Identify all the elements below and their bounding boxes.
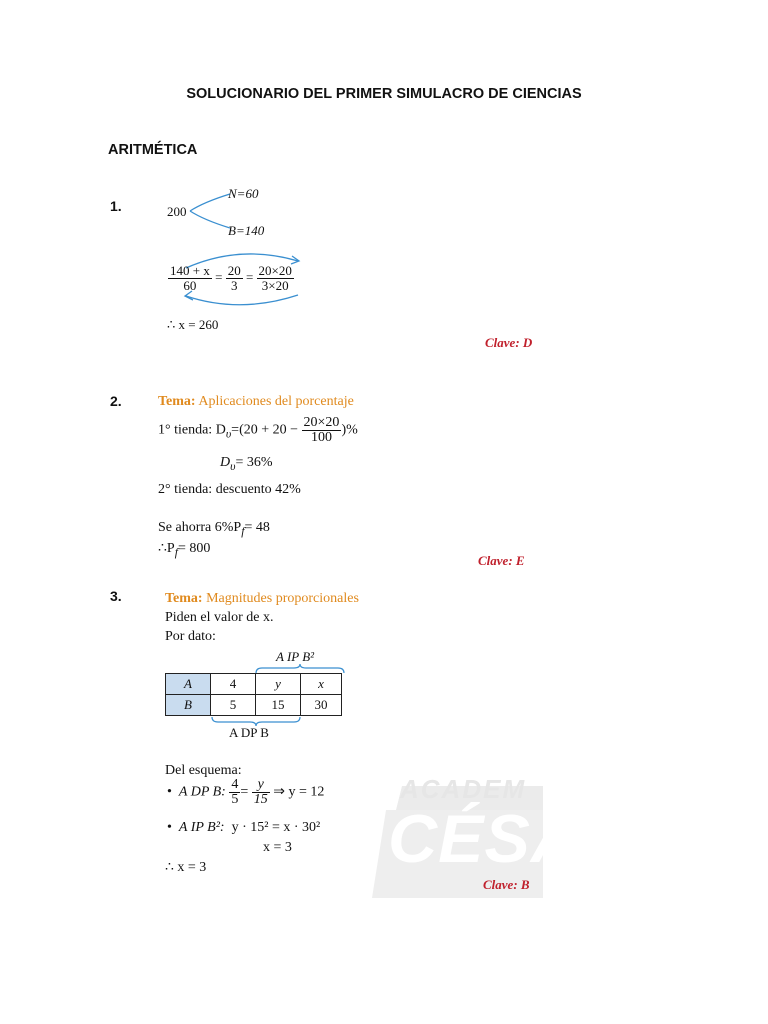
- fraction-3: $\frac{20\times 20}{3\times 20}$: [258, 263, 292, 293]
- proportion-table: [165, 673, 342, 716]
- topic-3: Tema: Magnitudes proporcionales: [165, 591, 359, 606]
- table-cell: A: [166, 674, 211, 695]
- result-2: $\therefore P_f= 800$: [158, 541, 211, 559]
- table-cell: 4: [211, 674, 256, 695]
- result-1: ∴ x = 260: [167, 317, 219, 332]
- problem-number-1: 1.: [110, 198, 122, 214]
- bullet-dp: • A DP B: $\frac{4}{5}$ = $\frac{y}{15}$ ⇒ y = 12: [167, 777, 325, 807]
- bullet-icon: •: [167, 820, 172, 835]
- line-tienda-2: 2° tienda: descuento 42%: [158, 482, 301, 497]
- page-title: SOLUCIONARIO DEL PRIMER SIMULACRO DE CIENCIAS: [186, 86, 582, 102]
- line-piden: Piden el valor de x.: [165, 610, 274, 625]
- table-cell: 30: [301, 695, 342, 716]
- brace-top-label: A IP B²: [276, 649, 315, 664]
- table-row-b: [166, 695, 342, 716]
- table-cell: 15: [256, 695, 301, 716]
- brace-bottom-label: A DP B: [229, 725, 269, 740]
- fraction-4-5: $\frac{4}{5}$: [231, 777, 239, 807]
- bullet-ip: • A IP B²: y · 15² = x · 30²: [167, 820, 321, 835]
- table-cell: B: [166, 695, 211, 716]
- bullet-icon: •: [167, 784, 172, 800]
- tree-branch-bottom: B=140: [228, 223, 265, 238]
- proportion-equation: $\frac{140 + x}{60}$ = $\frac{20}{3}$ = $\frac{20\times 20}{3\times 20}$: [170, 263, 292, 293]
- fraction-discount: $\frac{20\times 20}{100}$: [303, 415, 340, 445]
- line-discount-value: $D_\upsilon= 36\%$: [220, 455, 273, 473]
- bullet-ip-result: x = 3: [263, 840, 292, 855]
- answer-key-1: Clave: D: [485, 335, 533, 350]
- fraction-1: $\frac{140 + x}{60}$: [170, 263, 210, 293]
- fraction-y-15: $\frac{y}{15}$: [253, 777, 268, 807]
- problem-number-2: 2.: [110, 393, 122, 409]
- line-ahorro: Se ahorra $6\%P_f= 48$: [158, 520, 270, 538]
- table-cell: 5: [211, 695, 256, 716]
- section-heading: ARITMÉTICA: [108, 142, 198, 158]
- line-esquema: Del esquema:: [165, 763, 242, 778]
- answer-key-3: Clave: B: [483, 877, 530, 892]
- tree-branch-top: N=60: [228, 186, 259, 201]
- line-por-dato: Por dato:: [165, 629, 216, 644]
- tree-root-value: 200: [167, 204, 187, 219]
- table-cell: y: [256, 674, 301, 695]
- topic-2: Tema: Aplicaciones del porcentaje: [158, 394, 354, 409]
- watermark-logo: ACADEM CÉSA: [372, 770, 543, 898]
- fraction-2: $\frac{20}{3}$: [227, 263, 241, 293]
- problem-number-3: 3.: [110, 588, 122, 604]
- answer-key-2: Clave: E: [478, 553, 525, 568]
- table-row-a: [166, 674, 342, 695]
- line-tienda-1: 1° tienda: $D_\upsilon=(20 + 20$ − $\frac{20\times 20}{100}$ )%: [158, 415, 358, 445]
- result-3: ∴ x = 3: [165, 860, 207, 875]
- table-cell: x: [301, 674, 342, 695]
